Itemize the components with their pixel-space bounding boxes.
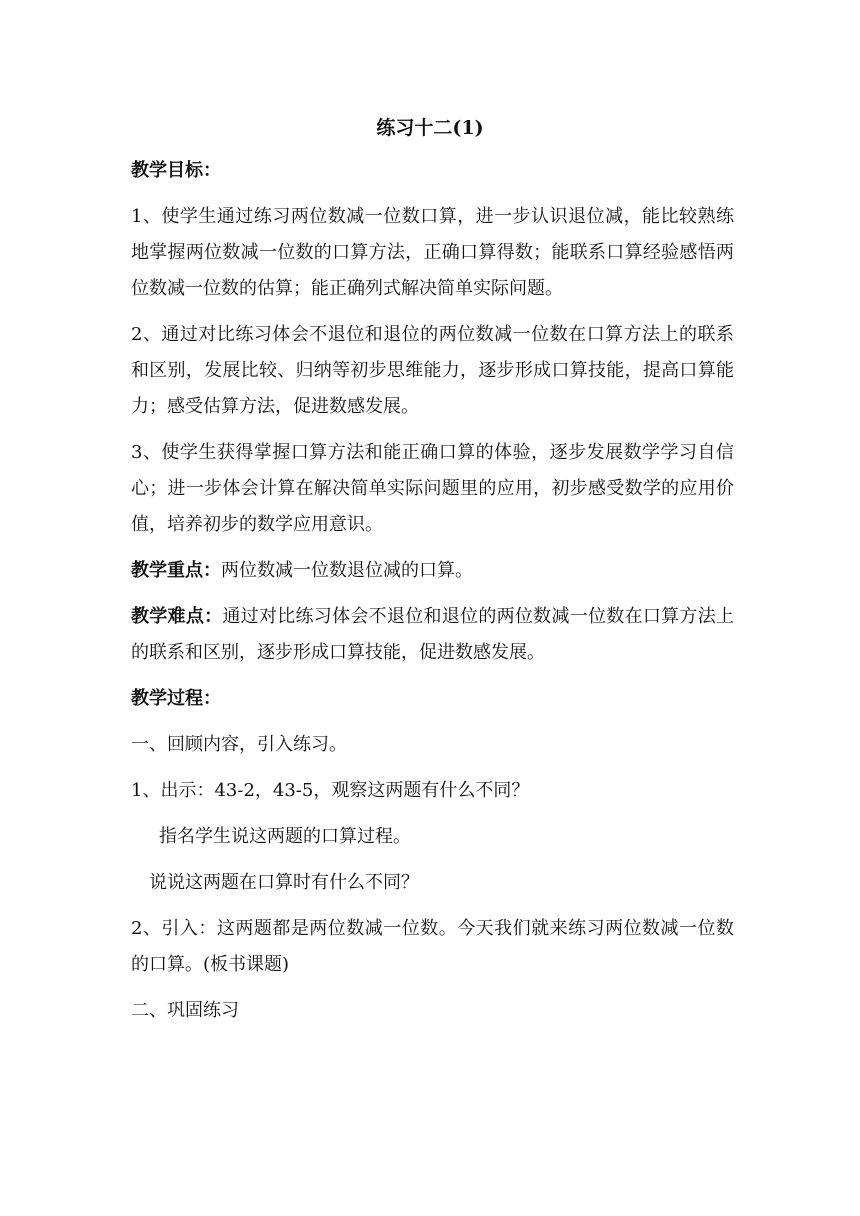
process-step-1: 一、回顾内容，引入练习。 <box>131 734 347 755</box>
process-step-5: 2、引入：这两题都是两位数减一位数。今天我们就来练习两位数减一位数的口算。(板书课题) <box>131 918 734 975</box>
document-body <box>131 153 734 1039</box>
document-title: 练习十二(1) <box>376 117 484 139</box>
difficult-point-label: 教学难点： <box>131 606 223 627</box>
process-heading: 教学过程： <box>131 688 221 709</box>
process-step-2: 1、出示：43-2，43-5，观察这两题有什么不同？ <box>131 780 530 801</box>
objective-item-2: 2、通过对比练习体会不退位和退位的两位数减一位数在口算方法上的联系和区别，发展比较、归纳等初步思维能力，逐步形成口算技能，提高口算能力；感受估算方法，促进数感发展。 <box>131 324 734 417</box>
key-point-paragraph <box>131 553 734 589</box>
difficult-point-text: 通过对比练习体会不退位和退位的两位数减一位数在口算方法上的联系和区别，逐步形成口算技能，促进数感发展。 <box>131 606 734 663</box>
process-step-4: 说说这两题在口算时有什么不同？ <box>149 872 419 893</box>
process-step-6: 二、巩固练习 <box>131 1000 239 1021</box>
objectives-heading: 教学目标： <box>131 160 221 181</box>
objective-item-3: 3、使学生获得掌握口算方法和能正确口算的体验，逐步发展数学学习自信心；进一步体会计算在解决简单实际问题里的应用，初步感受数学的应用价值，培养初步的数学应用意识。 <box>131 442 734 535</box>
key-point-label: 教学重点： <box>131 560 221 581</box>
process-step-3: 指名学生说这两题的口算过程。 <box>159 826 411 847</box>
objective-item-1: 1、使学生通过练习两位数减一位数口算，进一步认识退位减，能比较熟练地掌握两位数减一位数的口算方法，正确口算得数；能联系口算经验感悟两位数减一位数的估算；能正确列式解决简单实际问题。 <box>131 206 734 299</box>
key-point-text: 两位数减一位数退位减的口算。 <box>221 560 473 581</box>
difficult-point-paragraph <box>131 599 734 671</box>
